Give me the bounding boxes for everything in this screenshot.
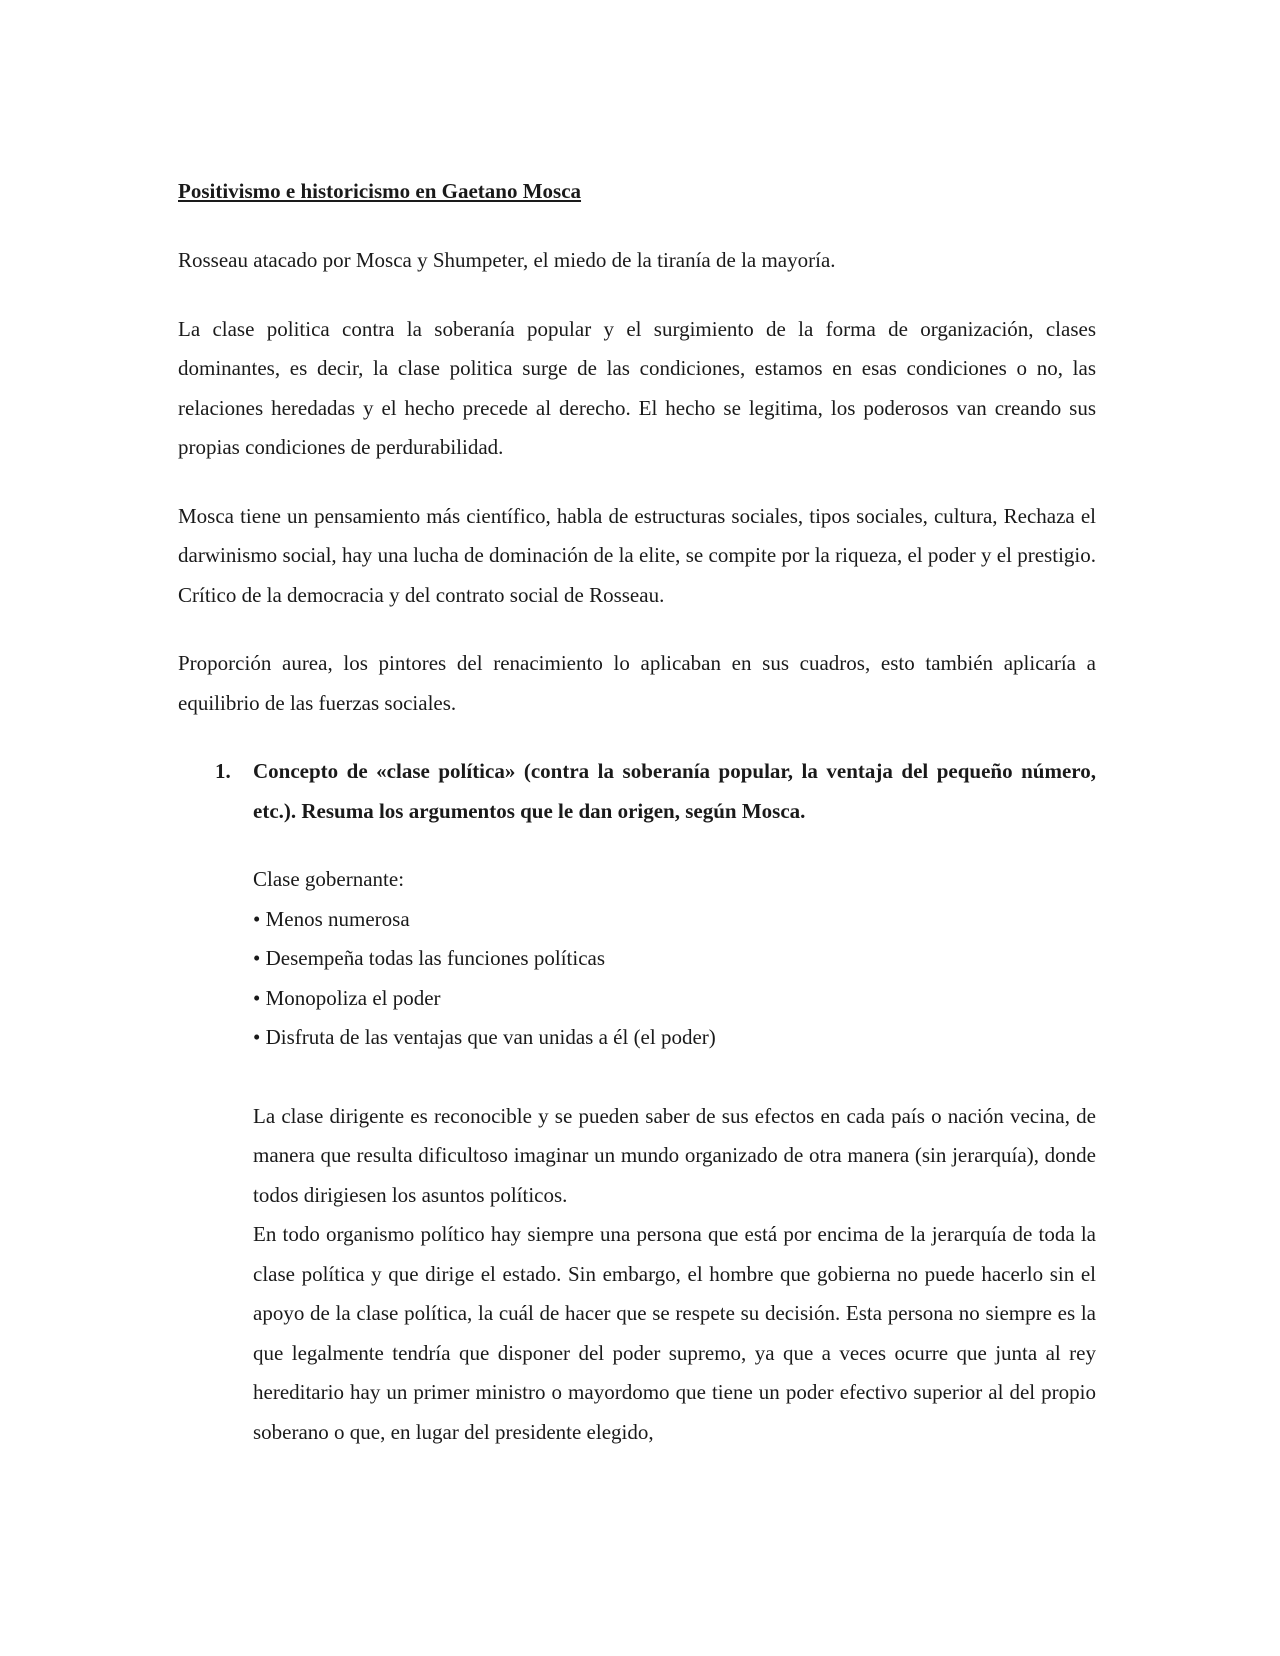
bullet-item: • Desempeña todas las funciones políticas (253, 946, 606, 970)
paragraph-1: Rosseau atacado por Mosca y Shumpeter, el miedo de la tiranía de la mayoría. (178, 248, 836, 272)
bullet-item: • Menos numerosa (253, 906, 410, 931)
list-item-1 (178, 752, 1096, 1452)
document-page (178, 172, 1096, 1452)
list-body-paragraph-2: En todo organismo político hay siempre una persona que está por encima de la jerarquía de toda la clase política y que dirige el estado. Sin embargo, el hombre que gobierna no puede hacerlo sin el apoyo de la clase política, la cuál de hacer que se respete su decisión. Esta persona no siempre es la que legalmente tendría que disponer del poder supremo, ya que a veces ocurre que junta al rey hereditario hay un primer ministro o mayordomo que tiene un poder efectivo superior al del propio soberano o que, en lugar del presidente elegido, (253, 1222, 1096, 1444)
bullet-item: • Monopoliza el poder (253, 985, 441, 1010)
paragraph-2: La clase politica contra la soberanía popular y el surgimiento de la forma de organización, clases dominantes, es decir, la clase politica surge de las condiciones, estamos en esas condiciones o no, las relaciones heredadas y el hecho precede al derecho. El hecho se legitima, los poderosos van creando sus propias condiciones de perdurabilidad. (178, 316, 1096, 459)
list-body-paragraph-1: La clase dirigente es reconocible y se pueden saber de sus efectos en cada país o nación vecina, de manera que resulta dificultoso imaginar un mundo organizado de otra manera (sin jerarquía), donde todos dirigiesen los asuntos políticos. (253, 1103, 1096, 1207)
ruling-class-block (253, 860, 1096, 1058)
paragraph-3: Mosca tiene un pensamiento más científico, habla de estructuras sociales, tipos sociales, cultura, Rechaza el darwinismo social, hay una lucha de dominación de la elite, se compite por la riqueza, el poder y el prestigio. Crítico de la democracia y del contrato social de Rosseau. (178, 503, 1096, 607)
document-title: Positivismo e historicismo en Gaetano Mosca (178, 179, 582, 203)
paragraph-4: Proporción aurea, los pintores del renacimiento lo aplicaban en sus cuadros, esto también aplicaría a equilibrio de las fuerzas sociales. (178, 651, 1096, 715)
list-item-heading: Concepto de «clase política» (contra la soberanía popular, la ventaja del pequeño número, etc.). Resuma los argumentos que le dan origen, según Mosca. (253, 759, 1096, 823)
list-number: 1. (215, 759, 231, 783)
ruling-class-intro: Clase gobernante: (253, 867, 405, 891)
spacer (253, 1058, 1096, 1097)
bullet-item: • Disfruta de las ventajas que van unidas a él (el poder) (253, 1025, 716, 1049)
